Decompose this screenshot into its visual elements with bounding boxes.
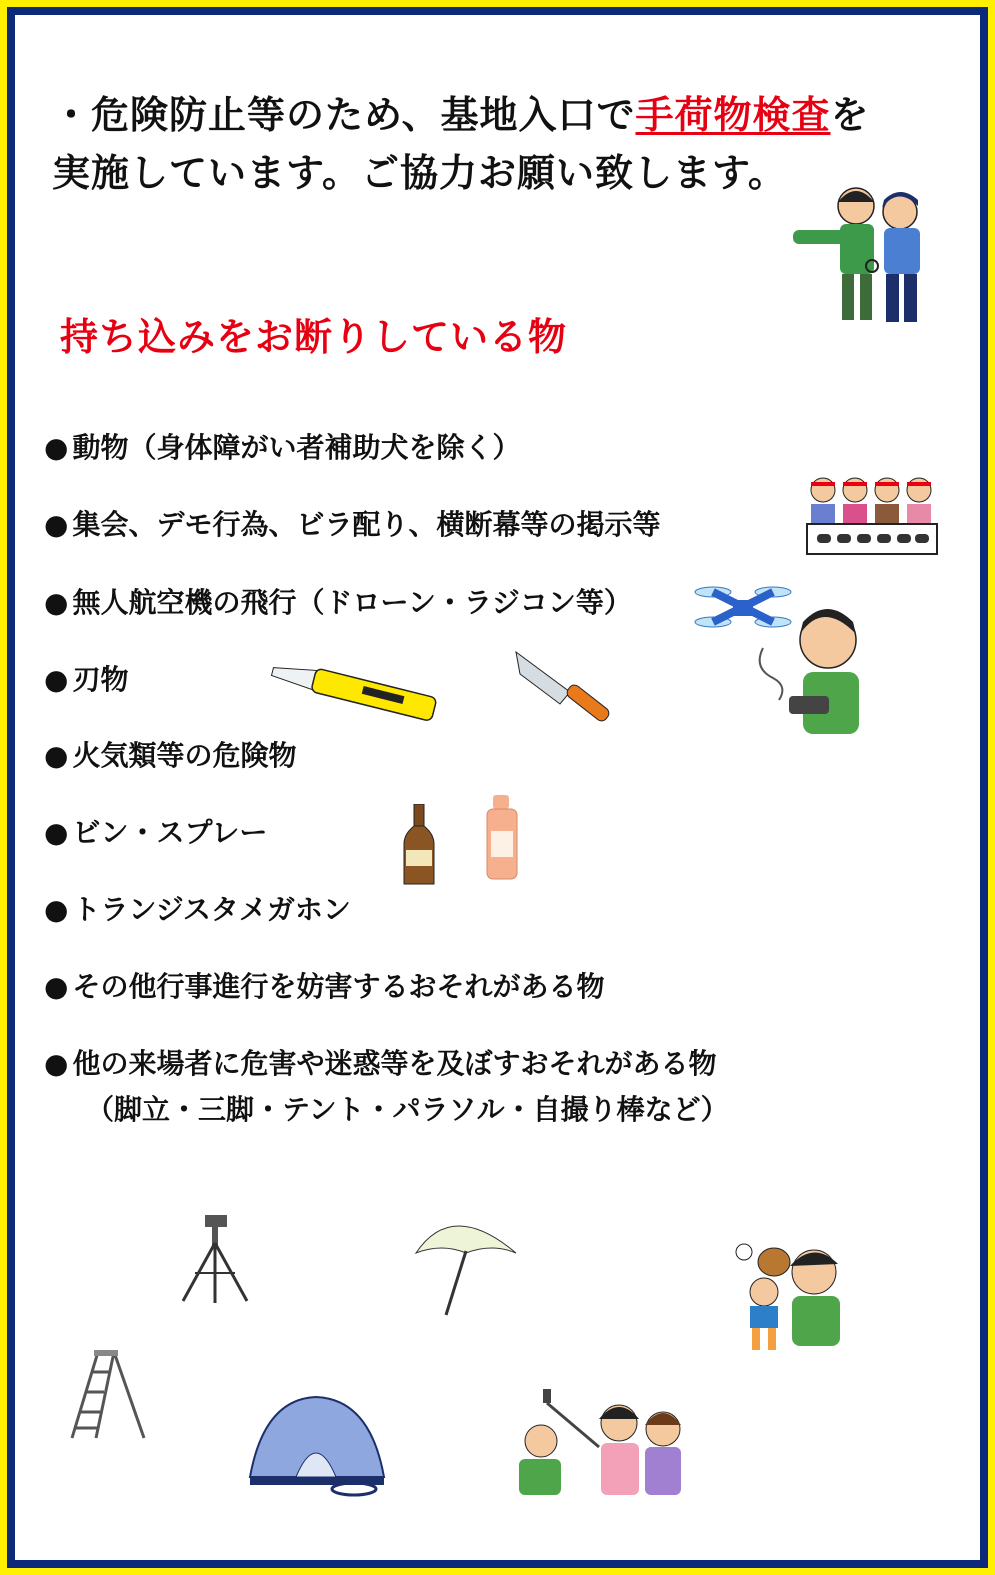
bullet-icon: ●	[44, 431, 69, 464]
intro-line2: 実施しています。ご協力お願い致します。	[52, 151, 787, 195]
baggage-inspection-highlight: 手荷物検査	[635, 93, 831, 137]
list-item-nuisance	[44, 1046, 716, 1082]
bottle-illustration	[400, 804, 438, 886]
list-item-text: 集会、デモ行為、ビラ配り、横断幕等の掲示等	[72, 508, 661, 541]
list-item-text: 火気類等の危険物	[72, 739, 297, 772]
intro-prefix: ・危険防止等のため、基地入口で	[52, 93, 636, 137]
baseball-fan-illustration	[730, 1240, 860, 1352]
parasol-illustration	[412, 1213, 520, 1317]
bullet-icon: ●	[44, 586, 69, 619]
kitchen-knife-illustration	[512, 650, 616, 732]
list-item-text: トランジスタメガホン	[72, 893, 351, 926]
bullet-icon: ●	[44, 739, 69, 772]
list-item-obstruction	[44, 969, 604, 1005]
bullet-icon: ●	[44, 508, 69, 541]
bullet-icon: ●	[44, 663, 69, 696]
list-item-text: 無人航空機の飛行（ドローン・ラジコン等）	[72, 586, 632, 619]
selfie-stick-nuisance-illustration	[513, 1385, 693, 1499]
list-item-text: ビン・スプレー	[72, 816, 268, 849]
utility-knife-illustration	[265, 660, 443, 732]
list-item-fire-hazards	[44, 738, 296, 774]
list-item-text: 刃物	[72, 663, 129, 696]
list-item-animals	[44, 430, 520, 466]
stepladder-illustration	[66, 1350, 148, 1440]
list-item-text: 他の来場者に危害や迷惑等を及ぼすおそれがある物	[72, 1047, 717, 1080]
security-inspection-illustration	[788, 178, 938, 328]
list-item-bottles-sprays	[44, 815, 267, 851]
drone-operator-illustration	[693, 578, 878, 740]
prohibited-items-heading: 持ち込みをお断りしている物	[60, 315, 568, 359]
nuisance-examples-note: （脚立・三脚・テント・パラソル・自撮り棒など）	[86, 1093, 729, 1126]
intro-suffix: を	[830, 93, 870, 137]
spray-can-illustration	[483, 795, 521, 881]
list-item-blades	[44, 662, 128, 698]
protest-group-illustration	[803, 474, 941, 566]
bullet-icon: ●	[44, 1047, 69, 1080]
bullet-icon: ●	[44, 893, 69, 926]
bullet-icon: ●	[44, 970, 69, 1003]
tent-illustration	[244, 1393, 389, 1497]
list-item-assembly	[44, 507, 660, 543]
list-item-drones	[44, 585, 632, 621]
list-item-text: その他行事進行を妨害するおそれがある物	[72, 970, 605, 1003]
bullet-icon: ●	[44, 816, 69, 849]
tripod-illustration	[177, 1213, 252, 1305]
list-item-megaphone	[44, 892, 351, 928]
list-item-text: 動物（身体障がい者補助犬を除く）	[72, 431, 521, 464]
